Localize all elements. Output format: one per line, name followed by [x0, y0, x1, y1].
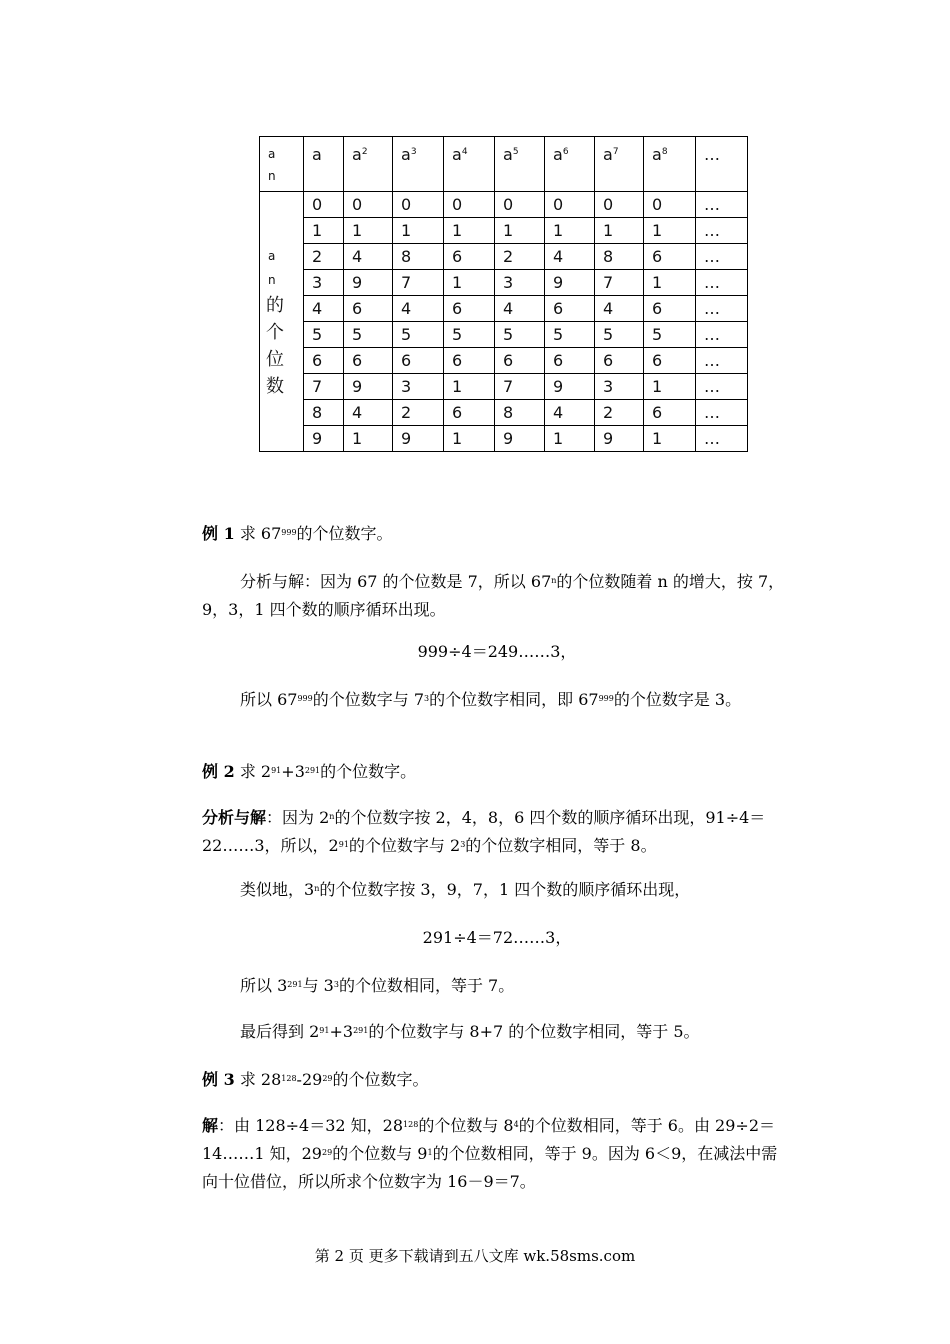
side-label-char: 个 [266, 321, 284, 343]
table-row [260, 348, 748, 374]
table-cell: 3 [595, 374, 644, 400]
table-cell: 1 [644, 374, 696, 400]
table-row [260, 322, 748, 348]
table-cell: 5 [444, 322, 495, 348]
table-cell: 9 [495, 426, 545, 452]
table-cell: 9 [545, 374, 595, 400]
table-cell: 5 [545, 322, 595, 348]
table-cell: 5 [644, 322, 696, 348]
ex2-question: 例 2 求 $2^{91}+3^{291}$的个位数字。 [202, 762, 417, 781]
ex3-question: 例 3 求 $28^{128}-29^{29}$的个位数字。 [202, 1070, 429, 1089]
header-a3: $a^3$ [393, 137, 444, 192]
table-cell: 1 [444, 426, 495, 452]
table-cell: 6 [495, 348, 545, 374]
table-cell: 6 [545, 296, 595, 322]
powers-last-digit-table [259, 136, 748, 452]
ex2-so: 所以 $3^{291}$与 $3^3$的个位数相同，等于 7。 [240, 976, 515, 995]
table-cell: 9 [344, 270, 393, 296]
header-a7: $a^7$ [595, 137, 644, 192]
header-a2: $a^2$ [344, 137, 393, 192]
table-cell: 1 [595, 218, 644, 244]
table-cell: 3 [304, 270, 344, 296]
table-row [260, 374, 748, 400]
table-cell: 9 [344, 374, 393, 400]
ex1-equation: 999÷4＝249……3， [417, 642, 577, 661]
table-cell: 8 [393, 244, 444, 270]
table-cell: 6 [304, 348, 344, 374]
table-cell: 4 [304, 296, 344, 322]
table-cell: 0 [344, 192, 393, 218]
table-cell: 1 [644, 270, 696, 296]
table-row [260, 426, 748, 452]
table-cell: 1 [644, 426, 696, 452]
table-cell: … [696, 218, 748, 244]
header-a4: $a^4$ [444, 137, 495, 192]
ex3-solution: 解：由 128÷4＝32 知，$28^{128}$的个位数与 $8^4$的个位数相同，等于 6。由 29÷2＝14……1 知，$29^{29}$的个位数与 $9^1$的个位数相同，等于 9。因为 6＜9，在减法中需向十位借位，所以所求个位数字为 16－9＝7。 [202, 1116, 778, 1191]
ex2-analysis: 分析与解：因为 2$^n$的个位数字按 2，4，8，6 四个数的顺序循环出现，91÷4＝22……3，所以，$2^{91}$的个位数字与 $2^3$的个位数字相同，等于 8。 [202, 808, 766, 855]
table-cell: 4 [344, 400, 393, 426]
table-cell: 5 [344, 322, 393, 348]
table-cell: 4 [393, 296, 444, 322]
table-cell: 6 [644, 296, 696, 322]
table-cell: 1 [393, 218, 444, 244]
table-row [260, 400, 748, 426]
table-cell: 6 [595, 348, 644, 374]
table-header-row [260, 137, 748, 192]
table-cell: … [696, 348, 748, 374]
table-row [260, 270, 748, 296]
page-footer: 第 2 页 更多下载请到五八文库 wk.58sms.com [314, 1247, 636, 1265]
table-cell: 1 [344, 426, 393, 452]
table-cell: 4 [595, 296, 644, 322]
table-cell: 6 [644, 348, 696, 374]
table-cell: 4 [545, 244, 595, 270]
table-cell: 1 [545, 426, 595, 452]
table-cell: 6 [344, 296, 393, 322]
table-cell: 0 [644, 192, 696, 218]
table-cell: 6 [344, 348, 393, 374]
table-cell: … [696, 322, 748, 348]
table-row [260, 244, 748, 270]
table-cell: 1 [444, 270, 495, 296]
table-cell: … [696, 192, 748, 218]
table-cell: 3 [393, 374, 444, 400]
header-a5: $a^5$ [495, 137, 545, 192]
table-cell: 0 [495, 192, 545, 218]
header-a: a [304, 137, 344, 192]
ex1-analysis: 分析与解：因为 67 的个位数是 7，所以 67$^n$的个位数随着 n 的增大，按 7，9，3，1 四个数的顺序循环出现。 [202, 572, 785, 619]
table-cell: 6 [545, 348, 595, 374]
table-cell: … [696, 270, 748, 296]
table-cell: 4 [495, 296, 545, 322]
side-label-cell [260, 192, 304, 452]
table-cell: 9 [393, 426, 444, 452]
side-label-char: 数 [266, 375, 284, 397]
side-label-n: n [268, 272, 276, 287]
table-body [260, 192, 748, 452]
table-cell: 6 [444, 296, 495, 322]
table-cell: 8 [595, 244, 644, 270]
table-cell: … [696, 426, 748, 452]
table-cell: 3 [495, 270, 545, 296]
table-cell: 5 [393, 322, 444, 348]
table-cell: … [696, 400, 748, 426]
side-label-char: 位 [266, 348, 284, 370]
table-cell: 9 [595, 426, 644, 452]
table-cell: 9 [545, 270, 595, 296]
ex2-equation: 291÷4＝72……3， [422, 928, 572, 947]
table-cell: 0 [444, 192, 495, 218]
table-cell: 2 [304, 244, 344, 270]
table-cell: 7 [495, 374, 545, 400]
table-cell: 2 [595, 400, 644, 426]
table-cell: 4 [545, 400, 595, 426]
side-label-a: a [268, 248, 276, 263]
table-row [260, 192, 748, 218]
ex2-similarly: 类似地，3$^n$的个位数字按 3，9，7，1 四个数的顺序循环出现， [240, 880, 691, 899]
ex2-final: 最后得到 $2^{91}+3^{291}$的个位数字与 8+7 的个位数字相同，等于 5。 [240, 1022, 700, 1041]
header-a8: $a^8$ [644, 137, 696, 192]
table-cell: 1 [495, 218, 545, 244]
table-cell: 5 [495, 322, 545, 348]
table-cell: 7 [393, 270, 444, 296]
table-cell: 0 [595, 192, 644, 218]
header-a6: $a^6$ [545, 137, 595, 192]
table-cell: 6 [393, 348, 444, 374]
table-row [260, 296, 748, 322]
table-cell: 0 [545, 192, 595, 218]
table-cell: 6 [444, 244, 495, 270]
table-cell: 6 [644, 400, 696, 426]
table-cell: 6 [644, 244, 696, 270]
table-cell: … [696, 244, 748, 270]
table-cell: 8 [495, 400, 545, 426]
table-cell: 0 [304, 192, 344, 218]
table-corner-cell [260, 137, 304, 192]
table-cell: … [696, 374, 748, 400]
corner-a: a [268, 147, 276, 161]
table-cell: 6 [444, 400, 495, 426]
table-cell: 9 [304, 426, 344, 452]
table-cell: 7 [595, 270, 644, 296]
side-label-char: 的 [266, 294, 284, 316]
table-row [260, 218, 748, 244]
table-cell: 2 [393, 400, 444, 426]
table-cell: 1 [444, 218, 495, 244]
table-cell: 1 [444, 374, 495, 400]
table-cell: 2 [495, 244, 545, 270]
table-cell: 1 [644, 218, 696, 244]
table-cell: 5 [595, 322, 644, 348]
table-cell: … [696, 296, 748, 322]
table-cell: 1 [545, 218, 595, 244]
table-cell: 8 [304, 400, 344, 426]
ex1-question: 例 1 求 $67^{999}$的个位数字。 [202, 524, 393, 543]
table-cell: 4 [344, 244, 393, 270]
table-cell: 6 [444, 348, 495, 374]
table-cell: 7 [304, 374, 344, 400]
ex1-conclusion: 所以 $67^{999}$的个位数字与 $7^3$的个位数字相同，即 $67^{999}$的个位数字是 3。 [240, 690, 742, 709]
header-ellipsis: … [696, 137, 748, 192]
corner-n: n [268, 169, 276, 183]
table-cell: 1 [344, 218, 393, 244]
table-cell: 1 [304, 218, 344, 244]
table-cell: 0 [393, 192, 444, 218]
table-cell: 5 [304, 322, 344, 348]
